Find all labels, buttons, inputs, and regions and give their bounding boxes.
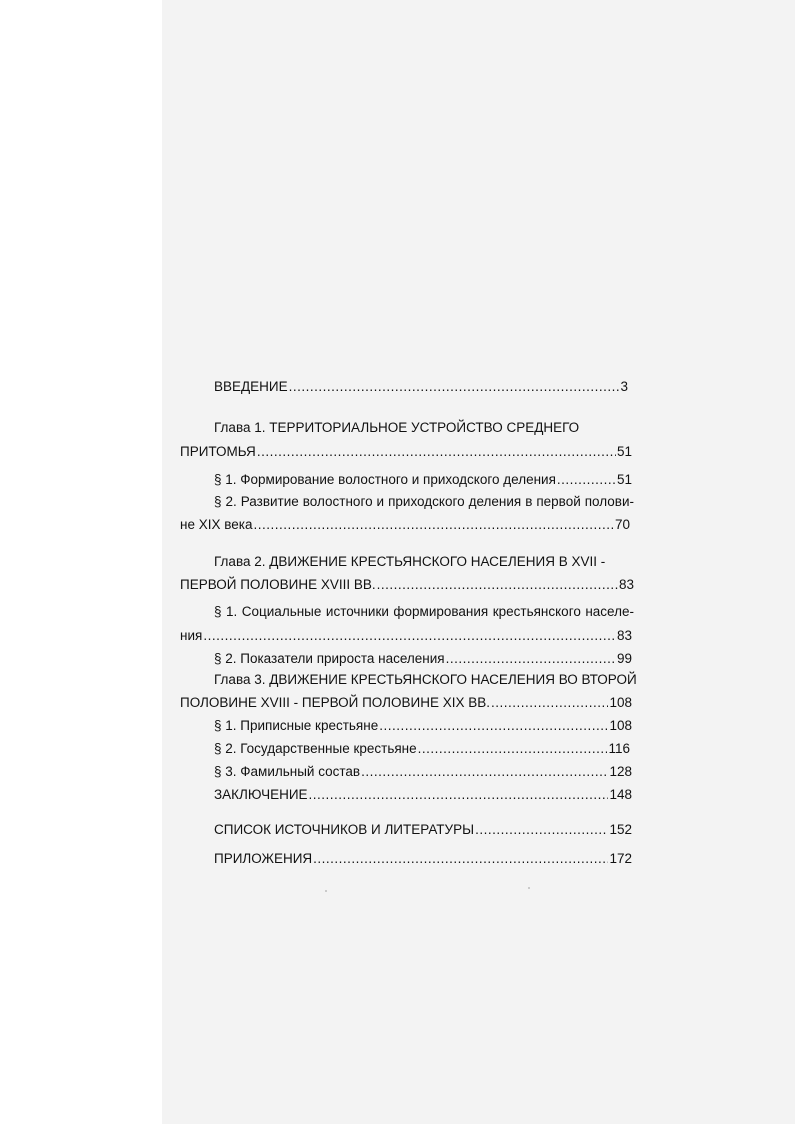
toc-chapter3-title[interactable] xyxy=(214,671,637,689)
toc-entry-title: § 2. Показатели прироста населения xyxy=(214,651,445,666)
toc-entry-ch3-sec3[interactable] xyxy=(214,763,632,781)
toc-entry-title: § 1. Формирование волостного и приходского деления xyxy=(214,472,556,487)
toc-entry-ch3-sec2[interactable] xyxy=(214,740,630,758)
toc-entry-ch3-sec1[interactable] xyxy=(214,717,632,735)
toc-chapter1-title[interactable] xyxy=(214,419,634,437)
leader-dots xyxy=(475,821,608,839)
toc-entry-title: ВВЕДЕНИЕ xyxy=(214,379,288,394)
leader-dots xyxy=(418,740,608,758)
toc-chapter2-title[interactable] xyxy=(214,553,634,571)
leader-dots xyxy=(289,378,620,396)
toc-entry-title: Глава 1. ТЕРРИТОРИАЛЬНОЕ УСТРОЙСТВО СРЕДНЕГО xyxy=(214,420,580,435)
toc-entry-appendix[interactable] xyxy=(214,850,632,868)
toc-entry-title: § 1. Приписные крестьяне xyxy=(214,718,379,733)
toc-entry-conclusion[interactable] xyxy=(214,786,632,804)
toc-entry-ch1-sec2[interactable] xyxy=(180,516,630,534)
toc-entry-title: Глава 3. ДВИЖЕНИЕ КРЕСТЬЯНСКОГО НАСЕЛЕНИЯ ВО ВТОРОЙ xyxy=(214,672,637,687)
leader-dots xyxy=(379,717,608,735)
toc-entry-title: § 2. Государственные крестьяне xyxy=(214,741,417,756)
toc-entry-page: 152 xyxy=(609,822,632,837)
toc-entry-page: 70 xyxy=(614,517,630,532)
toc-entry-page: 3 xyxy=(620,379,628,394)
toc-entry-chapter1[interactable] xyxy=(180,443,632,461)
toc-entry-chapter3[interactable] xyxy=(180,694,632,712)
toc-entry-title: ПРИЛОЖЕНИЯ xyxy=(214,851,313,866)
leader-dots xyxy=(313,850,608,868)
toc-entry-page: 108 xyxy=(609,718,632,733)
toc-entry-title: ния xyxy=(180,628,203,643)
leader-dots xyxy=(557,471,616,489)
toc-entry-page: 108 xyxy=(609,695,632,710)
toc-entry-title: § 1. Социальные источники формирования крестьянского населе- xyxy=(214,604,634,619)
toc-entry-chapter2[interactable] xyxy=(180,576,634,594)
toc-entry-page: 83 xyxy=(618,577,634,592)
toc-entry-page: 51 xyxy=(616,472,632,487)
leader-dots xyxy=(491,694,608,712)
leader-dots xyxy=(253,516,614,534)
toc-entry-title: ПОЛОВИНЕ XVIII - ПЕРВОЙ ПОЛОВИНЕ XIX ВВ. xyxy=(180,695,490,710)
toc-entry-ch2-sec1[interactable] xyxy=(180,627,632,645)
toc-entry-ch1-sec2-line1[interactable] xyxy=(214,493,634,511)
toc-entry-title: СПИСОК ИСТОЧНИКОВ И ЛИТЕРАТУРЫ xyxy=(214,822,475,837)
toc-entry-page: 172 xyxy=(609,851,632,866)
toc-entry-title: § 3. Фамильный состав xyxy=(214,764,361,779)
toc-entry-page: 51 xyxy=(616,444,632,459)
leader-dots xyxy=(257,443,616,461)
toc-entry-page: 83 xyxy=(616,628,632,643)
leader-dots xyxy=(309,786,609,804)
toc-entry-title: ПРИТОМЬЯ xyxy=(180,444,256,459)
leader-dots xyxy=(361,763,608,781)
scan-speck xyxy=(325,890,327,892)
toc-entry-ch2-sec1-line1[interactable] xyxy=(214,603,634,621)
toc-entry-ch2-sec2[interactable] xyxy=(214,650,632,668)
toc-entry-title: ПЕРВОЙ ПОЛОВИНЕ XVIII ВВ. xyxy=(180,577,376,592)
toc-entry-title: § 2. Развитие волостного и приходского деления в первой полови- xyxy=(214,494,634,509)
toc-entry-page: 99 xyxy=(616,651,632,666)
toc-entry-ch1-sec1[interactable] xyxy=(214,471,632,489)
leader-dots xyxy=(446,650,616,668)
toc-entry-intro[interactable] xyxy=(214,378,628,396)
leader-dots xyxy=(377,576,618,594)
toc-entry-page: 128 xyxy=(609,764,632,779)
toc-entry-page: 116 xyxy=(608,741,630,756)
toc-entry-title: не XIX века xyxy=(180,517,253,532)
toc-entry-title: Глава 2. ДВИЖЕНИЕ КРЕСТЬЯНСКОГО НАСЕЛЕНИЯ В XVII - xyxy=(214,554,606,569)
toc-entry-title: ЗАКЛЮЧЕНИЕ xyxy=(214,787,308,802)
leader-dots xyxy=(203,627,616,645)
toc-entry-sources[interactable] xyxy=(214,821,632,839)
toc-entry-page: 148 xyxy=(609,787,632,802)
scan-speck xyxy=(528,887,530,889)
